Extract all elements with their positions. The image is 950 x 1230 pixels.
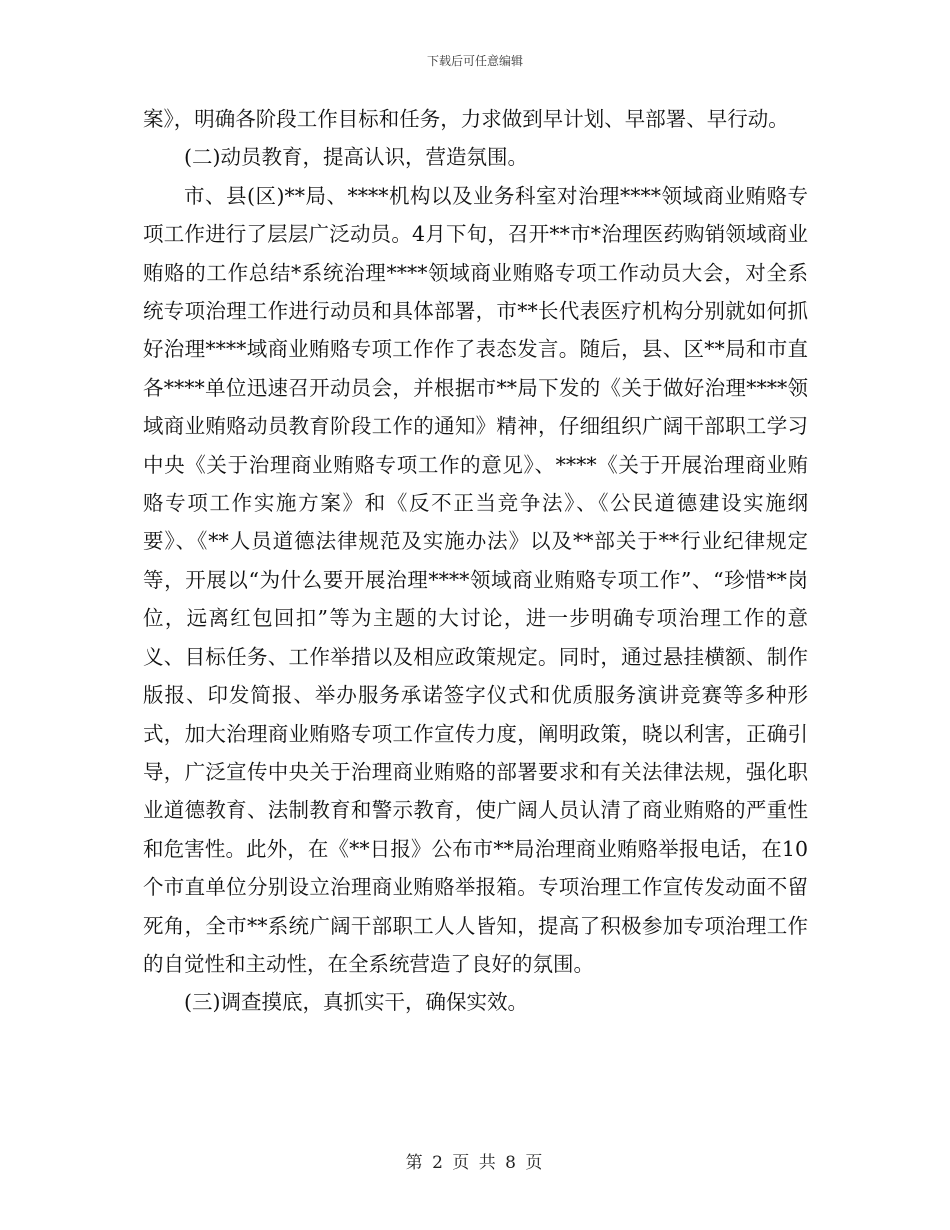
- section-heading-two: (二)动员教育，提高认识，营造氛围。: [184, 145, 528, 170]
- page-number: 第 2 页 共 8 页: [405, 1153, 545, 1173]
- section-heading-three: (三)调查摸底，真抓实干，确保实效。: [184, 990, 528, 1015]
- document-body: [143, 100, 808, 1022]
- paragraph-continuation: 案》，明确各阶段工作目标和任务，力求做到早计划、早部署、早行动。: [143, 107, 789, 131]
- page-header: 下载后可任意编辑: [426, 54, 523, 68]
- paragraph-mobilization: 市、县(区)**局、****机构以及业务科室对治理****领域商业贿赂专项工作进行了层层广泛动员。4月下旬，召开**市*治理医药购销领域商业贿赂的工作总结*系统治理****领域商业贿赂专项工作动员大会，对全系统专项治理工作进行动员和具体部署，市**长代表医疗机构分别就如何抓好治理****域商业贿赂专项工作作了表态发言。随后，县、区**局和市直各****单位迅速召开动员会，并根据市**局下发的《关于做好治理****领域商业贿赂动员教育阶段工作的通知》精神，仔细组织广阔干部职工学习中央《关于治理商业贿赂专项工作的意见》、****《关于开展治理商业贿赂专项工作实施方案》和《反不正当竞争法》、《公民道德建设实施纲要》、《**人员道德法律规范及实施办法》以及**部关于**行业纪律规定等，开展以“为什么要开展治理****领域商业贿赂专项工作”、“珍惜**岗位，远离红包回扣”等为主题的大讨论，进一步明确专项治理工作的意义、目标任务、工作举措以及相应政策规定。同时，通过悬挂横额、制作版报、印发简报、举办服务承诺签字仪式和优质服务演讲竞赛等多种形式，加大治理商业贿赂专项工作宣传力度，阐明政策，晓以利害，正确引导，广泛宣传中央关于治理商业贿赂的部署要求和有关法律法规，强化职业道德教育、法制教育和警示教育，使广阔人员认清了商业贿赂的严重性和危害性。此外，在《**日报》公布市**局治理商业贿赂举报电话，在10个市直单位分别设立治理商业贿赂举报箱。专项治理工作宣传发动面不留死角，全市**系统广阔干部职工人人皆知，提高了积极参加专项治理工作的自觉性和主动性，在全系统营造了良好的氛围。: [143, 183, 808, 976]
